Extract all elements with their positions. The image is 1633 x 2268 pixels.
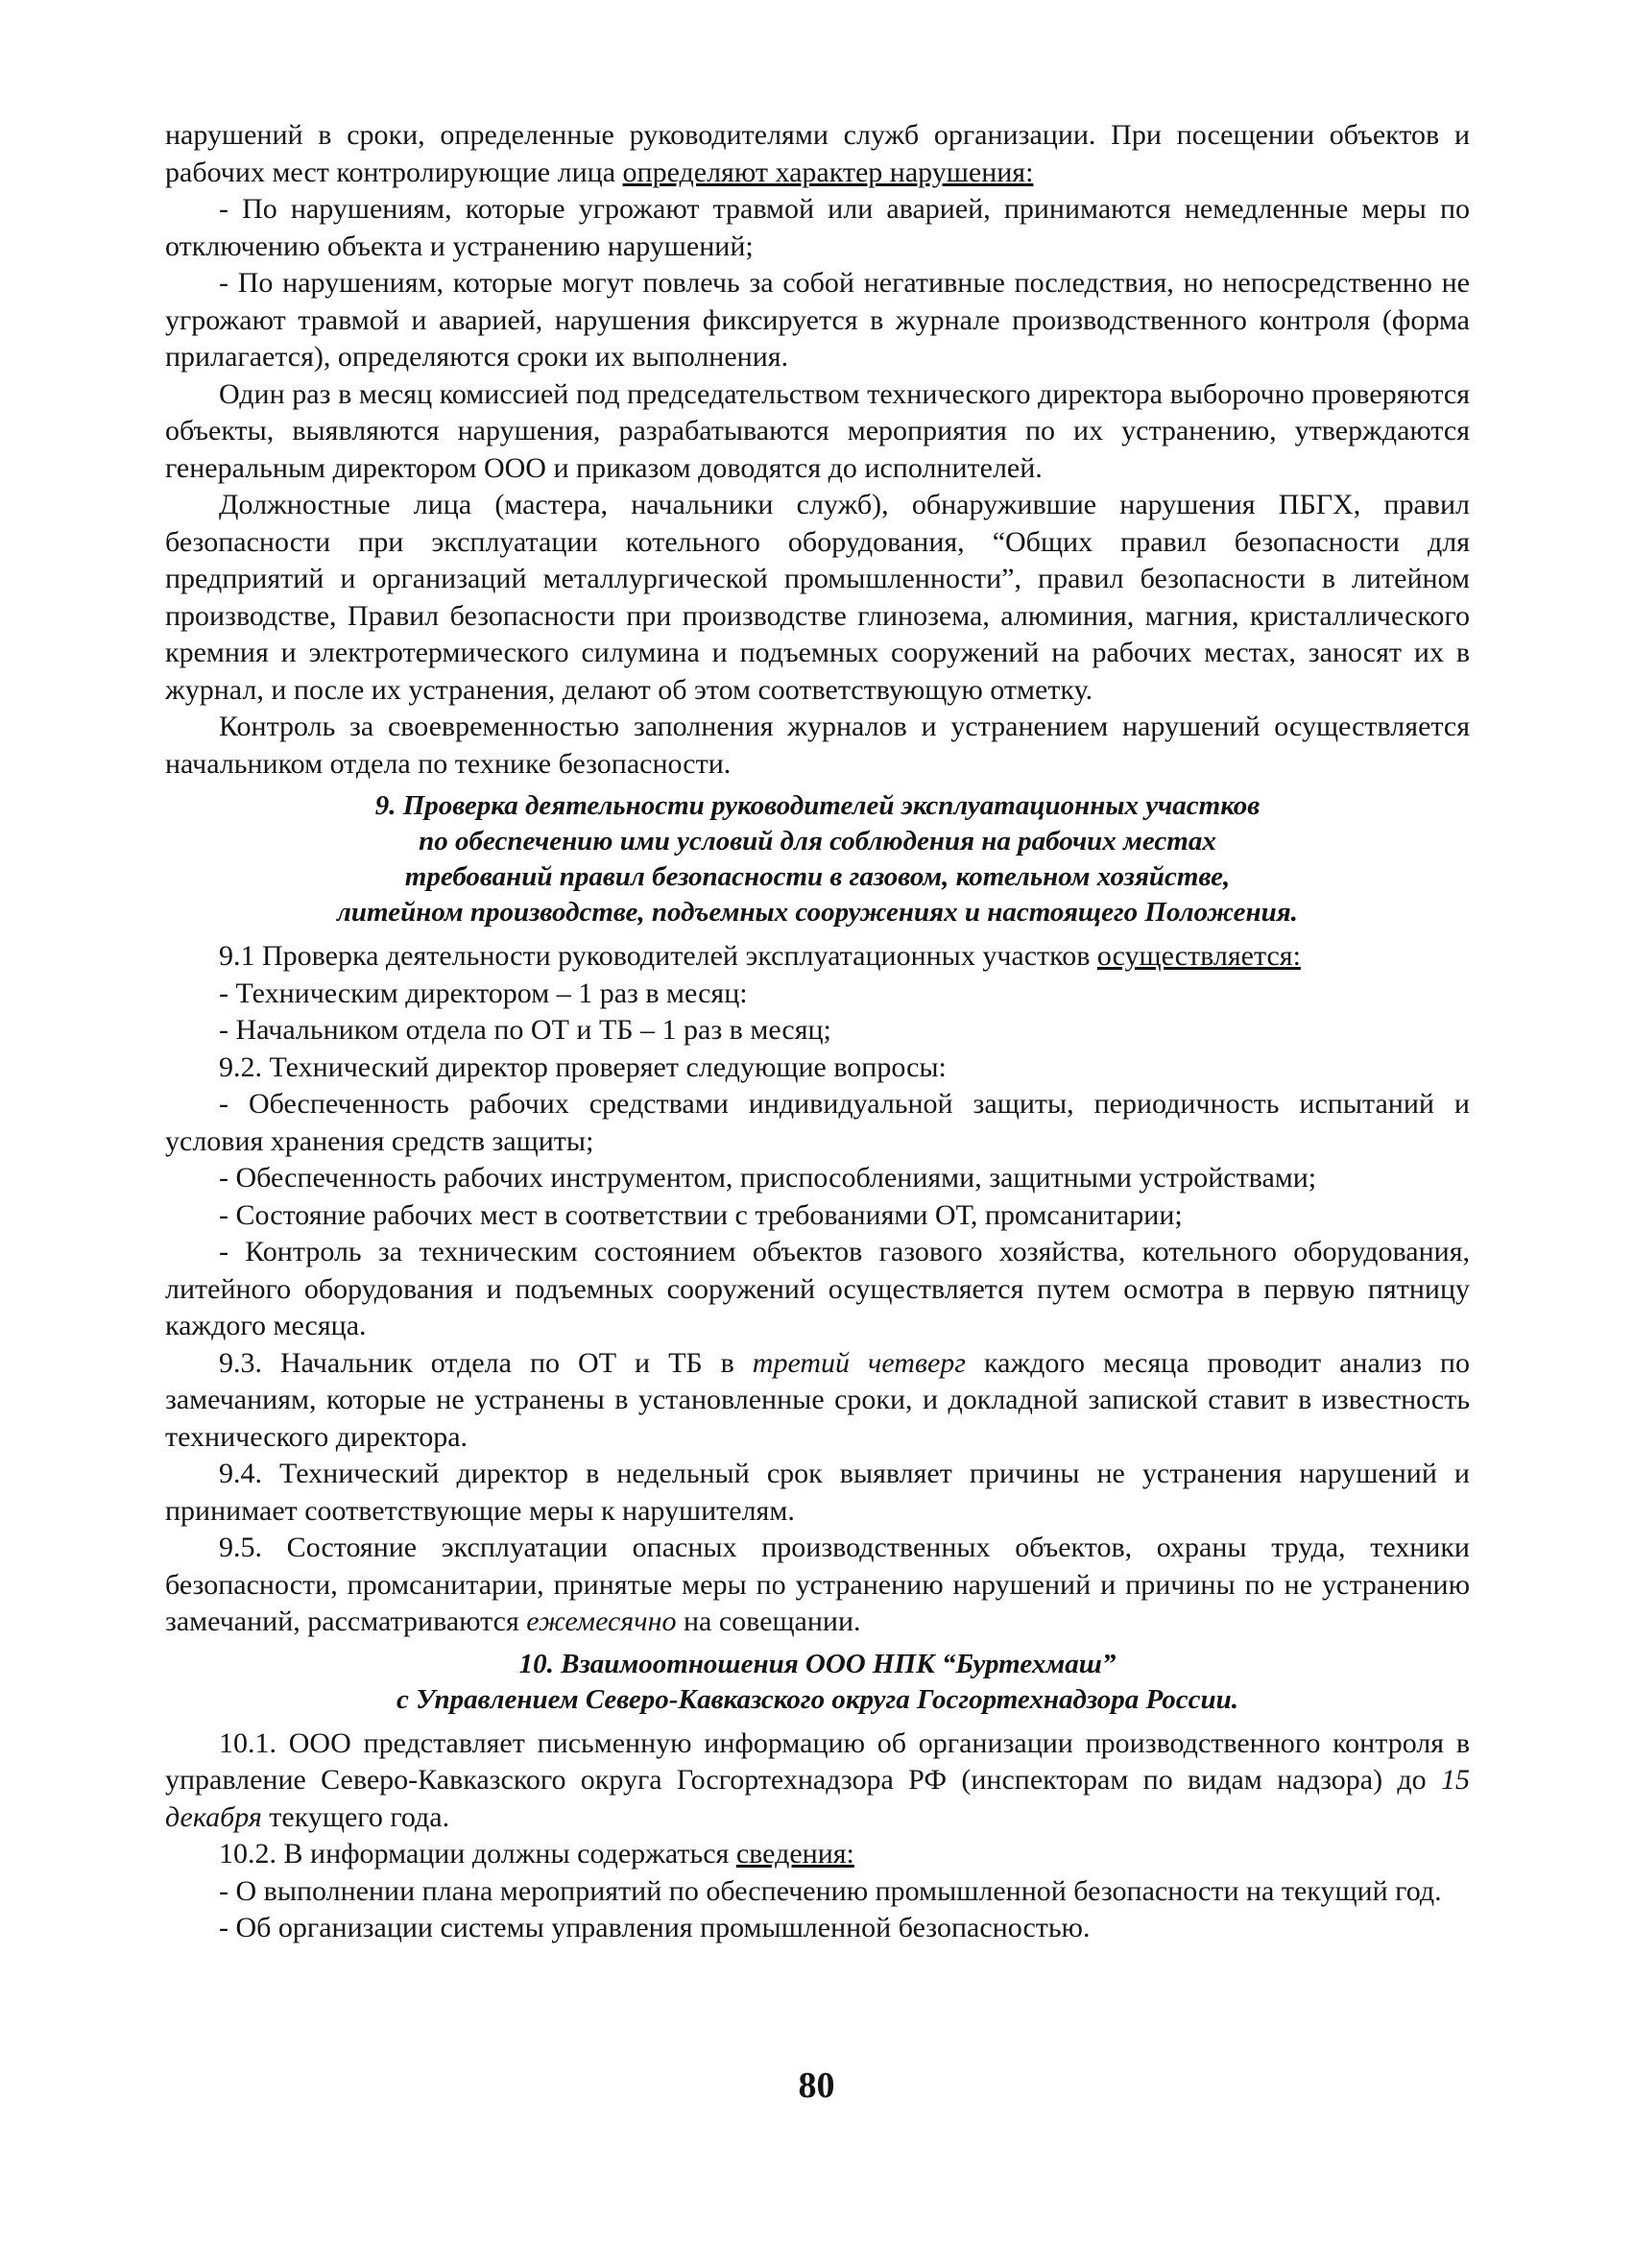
list-item: - Об организации системы управления промышленной безопасностью. <box>219 1912 1091 1943</box>
underlined-phrase: осуществляется: <box>1096 940 1301 972</box>
italic-phrase: 15 декабря <box>165 1764 1470 1833</box>
list-item: - Контроль за техническим состоянием объектов газового хозяйства, котельного оборудования, литейного оборудования и подъемных сооружений осуществляется путем осмотра в первую пятницу каждого месяца. <box>165 1236 1470 1341</box>
clause-9-2: 9.2. Технический директор проверяет следующие вопросы: <box>219 1050 947 1083</box>
clause-9-4: 9.4. Технический директор в недельный срок выявляет причины не устранения нарушений и принимает соответствующие меры к нарушителям. <box>165 1458 1470 1527</box>
paragraph: Контроль за своевременностью заполнения журналов и устранением нарушений осуществляется начальником отдела по технике безопасности. <box>165 711 1470 780</box>
italic-phrase: ежемесячно <box>526 1605 677 1637</box>
clause-10-1: 10.1. ООО представляет письменную информацию об организации производственного контроля в управление Северо-Кавказского округа Госгортехнадзора РФ (инспекторам по видам надзора) до 15 декабря текущего года. <box>165 1726 1470 1833</box>
list-item: - Техническим директором – 1 раз в месяц: <box>219 977 748 1009</box>
list-item: - Начальником отдела по ОТ и ТБ – 1 раз в месяц; <box>219 1014 831 1046</box>
heading-line: 10. Взаимоотношения ООО НПК “Буртехмаш” <box>518 1648 1117 1679</box>
list-item: - Обеспеченность рабочих средствами индивидуальной защиты, периодичность испытаний и условия хранения средств защиты; <box>165 1088 1470 1157</box>
heading-line: 9. Проверка деятельности руководителей эксплуатационных участков <box>374 790 1261 821</box>
clause-9-5: 9.5. Состояние эксплуатации опасных производственных объектов, охраны труда, техники безопасности, промсанитарии, принятые меры по устранению нарушений и причины по не устранению замечаний, рассматриваются ежемесячно на совещании. <box>165 1532 1470 1637</box>
list-item: - О выполнении плана мероприятий по обеспечению промышленной безопасности на текущий год. <box>219 1874 1442 1907</box>
underlined-phrase: определяют характер нарушения: <box>622 156 1034 188</box>
clause-9-1: 9.1 Проверка деятельности руководителей эксплуатационных участков осуществляется: <box>219 940 1301 972</box>
section-9-heading <box>165 788 1470 930</box>
list-item: - По нарушениям, которые могут повлечь за собой негативные последствия, но непосредственно не угрожают травмой и аварией, нарушения фиксируется в журнале производственного контроля (форма прилагается), определяются сроки их выполнения. <box>165 267 1470 373</box>
clause-10-2: 10.2. В информации должны содержаться сведения: <box>219 1838 854 1870</box>
page-number: 80 <box>798 2065 835 2106</box>
paragraph: нарушений в сроки, определенные руководителями служб организации. При посещении объектов и рабочих мест контролирующие лица определяют характер нарушения: <box>165 119 1470 188</box>
list-item: - Обеспеченность рабочих инструментом, приспособлениями, защитными устройствами; <box>219 1162 1317 1194</box>
heading-line: с Управлением Северо-Кавказского округа Госгортехнадзора России. <box>396 1683 1238 1715</box>
section-10-heading <box>165 1647 1470 1718</box>
list-item: - Состояние рабочих мест в соответствии с требованиями ОТ, промсанитарии; <box>219 1198 1183 1231</box>
underlined-phrase: сведения: <box>735 1838 854 1870</box>
heading-line: литейном производстве, подъемных сооружениях и настоящего Положения. <box>337 897 1298 928</box>
heading-line: по обеспечению ими условий для соблюдения на рабочих местах <box>419 826 1216 857</box>
paragraph: Один раз в месяц комиссией под председательством технического директора выборочно проверяются объекты, выявляются нарушения, разрабатываются мероприятия по их устранению, утверждаются генеральным директором ООО и приказом доводятся до исполнителей. <box>165 377 1470 484</box>
clause-9-3: 9.3. Начальник отдела по ОТ и ТБ в третий четверг каждого месяца проводит анализ по замечаниям, которые не устранены в установленные сроки, и докладной запиской ставит в известность технического директора. <box>165 1346 1470 1453</box>
italic-phrase: третий четверг <box>752 1346 966 1379</box>
heading-line: требований правил безопасности в газовом, котельном хозяйстве, <box>404 861 1231 892</box>
list-item: - По нарушениям, которые угрожают травмой или аварией, принимаются немедленные меры по отключению объекта и устранению нарушений; <box>165 193 1470 262</box>
paragraph: Должностные лица (мастера, начальники служб), обнаружившие нарушения ПБГХ, правил безопасности при эксплуатации котельного оборудования, “Общих правил безопасности для предприятий и организаций металлургической промышленности”, правил безопасности в литейном производстве, Правил безопасности при производстве глинозема, алюминия, магния, кристаллического кремния и электротермического силумина и подъемных сооружений на рабочих местах, заносят их в журнал, и после их устранения, делают об этом соответствующую отметку. <box>165 489 1470 706</box>
